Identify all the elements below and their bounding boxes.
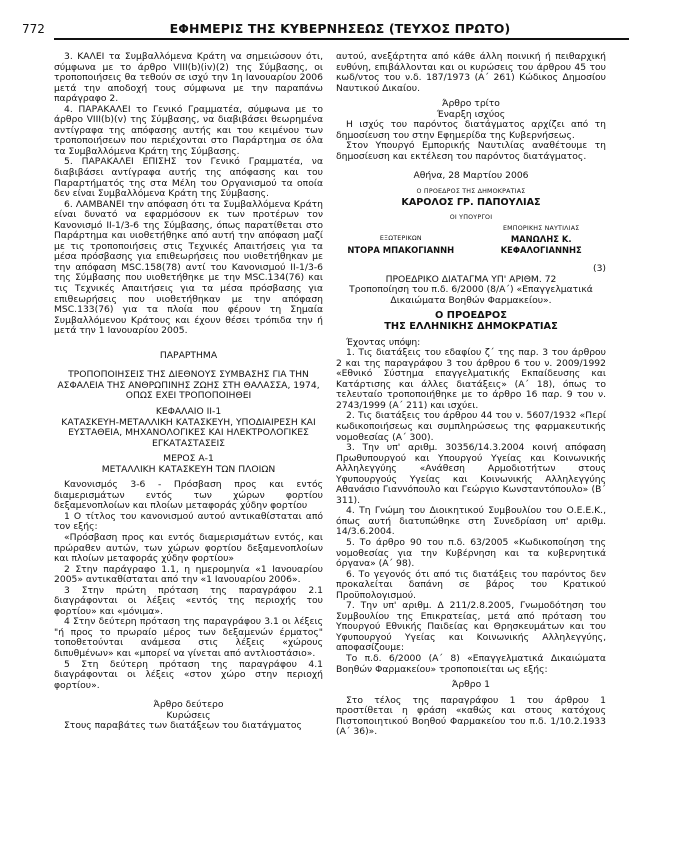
amendment-3: 3 Στην πρώτη πρόταση της παραγράφου 2.1 διαγράφονται οι λέξεις «εντός της περιοχής του φορτίου» και «μόνιμα». [54, 584, 323, 617]
amendment-5: 5 Στη δεύτερη πρόταση της παραγράφου 4.1 διαγράφονται οι λέξεις «στον χώρο στην περιοχή φορτίου». [54, 658, 323, 691]
article-1-title: Άρθρο 1 [451, 679, 491, 691]
ministers-signatures [336, 224, 606, 256]
article-2-text: Στους παραβάτες των διατάξεων του διατάγματος [64, 720, 302, 732]
header-rule [54, 38, 629, 40]
consideration-6: 6. Το γεγονός ότι από τις διατάξεις του παρόντος δεν προκαλείται δαπάνη σε βάρος του Κρατικού Προϋπολογισμού. [336, 568, 606, 601]
republic-heading: ΤΗΣ ΕΛΛΗΝΙΚΗΣ ΔΗΜΟΚΡΑΤΙΑΣ [384, 321, 558, 333]
amendment-intro: Το π.δ. 6/2000 (Α΄ 8) «Επαγγελματικά Δικαιώματα Βοηθών Φαρμακείου» τροποποιείται ως εξής: [336, 652, 606, 675]
page-header [0, 0, 674, 50]
chapter-title: ΚΑΤΑΣΚΕΥΗ-ΜΕΤΑΛΛΙΚΗ ΚΑΤΑΣΚΕΥΗ, ΥΠΟΔΙΑΙΡΕΣΗ ΚΑΙ ΕΥΣΤΑΘΕΙΑ, ΜΗΧΑΝΟΛΟΓΙΚΕΣ ΚΑΙ ΗΛΕΚΤΡΟΛΟΓΙΚΕΣ ΕΓΚΑΤΑΣΤΑΣΕΙΣ [61, 416, 316, 449]
ministers-label: ΟΙ ΥΠΟΥΡΓΟΙ [449, 214, 493, 222]
amendments-heading: ΤΡΟΠΟΠΟΙΗΣΕΙΣ ΤΗΣ ΔΙΕΘΝΟΥΣ ΣΥΜΒΑΣΗΣ ΓΙΑ ΤΗΝ ΑΣΦΑΛΕΙΑ ΤΗΣ ΑΝΘΡΩΠΙΝΗΣ ΖΩΗΣ ΣΤΗ ΘΑΛΑΣΣΑ, 1974, ΟΠΩΣ ΕΧΕΙ ΤΡΟΠΟΠΟΙΗΘΕΙ [57, 369, 320, 402]
article-3-paragraph-1: Η ισχύς του παρόντος διατάγματος αρχίζει από τη δημοσίευση του στην Εφημερίδα της Κυβερνήσεως. [336, 119, 606, 141]
decree-title: ΠΡΟΕΔΡΙΚΟ ΔΙΑΤΑΓΜΑ ΥΠ' ΑΡΙΘΜ. 72 [385, 273, 557, 285]
article-2-subtitle: Κυρώσεις [166, 709, 211, 721]
item-number: (3) [592, 263, 606, 275]
article-3-subtitle: Έναρξη ισχύος [436, 108, 506, 120]
amendment-1: 1 Ο τίτλος του κανονισμού αυτού αντικαθίσταται από τον εξής: [54, 510, 323, 533]
date-line: Αθήνα, 28 Μαρτίου 2006 [413, 170, 529, 182]
consideration-4: 4. Τη Γνώμη του Διοικητικού Συμβουλίου του Ο.Ε.Ε.Κ., όπως αυτή διατυπώθηκε στη Συνεδρίαση υπ' αριθμ. 14/3.6.2004. [336, 505, 606, 538]
president-name: ΚΑΡΟΛΟΣ ΓΡ. ΠΑΠΟΥΛΙΑΣ [401, 196, 541, 208]
amendment-2: 2 Στην παράγραφο 1.1, η ημερομηνία «1 Ιανουαρίου 2005» αντικαθίσταται από την «1 Ιανουαρίου 2006». [54, 563, 323, 586]
paragraph-5: 5. ΠΑΡΑΚΑΛΕΙ ΕΠΙΣΗΣ τον Γενικό Γραμματέα, να διαβιβάσει αντίγραφα αυτής της απόφασης και του Παραρτήματός της στα Μέλη του Οργανισμού τα οποία δεν είναι Συμβαλλόμενα Κράτη της Σύμβασης. [54, 156, 323, 200]
article-1-text: Στο τέλος της παραγράφου 1 του άρθρου 1 προστίθεται η φράση «καθώς και στους κατόχους Πιστοποιητικού Βοηθού Φαρμακείου του π.δ. 1/10.2.1933 (Α΄ 36)». [336, 694, 606, 738]
consideration-3: 3. Την υπ' αριθμ. 30356/14.3.2004 κοινή απόφαση Πρωθυπουργού και Υπουργού Υγείας και Κοινωνικής Αλληλεγγύης «Ανάθεση Αρμοδιοτήτων στους Υφυπουργούς Υγείας και Κοινωνικής Αλληλεγγύης Αθανάσιο Γιαννόπουλο και Γεώργιο Κωνσταντόπουλο» (Β΄ 311). [336, 442, 606, 506]
amendment-1-quote: «Πρόσβαση προς και εντός διαμερισμάτων εντός, και πρώραθεν αυτών, των χώρων φορτίου δεξαμενοπλοίων και πλοίων μεταφοράς χύδην φορτίου» [54, 531, 323, 565]
paragraph-4: 4. ΠΑΡΑΚΑΛΕΙ το Γενικό Γραμματέα, σύμφωνα με το άρθρο VIII(b)(v) της Σύμβασης, να διαβιβάσει θεωρημένα αντίγραφα της απόφασης αυτής και του κειμένου των τροποποιήσεων που περιέχονται στο Παράρτημα σε όλα τα Συμβαλλόμενα Κράτη της Σύμβασης. [54, 103, 323, 157]
annex-heading: ΠΑΡΑΡΤΗΜΑ [159, 349, 218, 361]
article-2-title: Άρθρο δεύτερο [153, 699, 224, 711]
article-3-title: Άρθρο τρίτο [442, 98, 500, 110]
page-number: 772 [22, 22, 45, 36]
right-column [336, 52, 606, 738]
minister-2-title: ΕΜΠΟΡΙΚΗΣ ΝΑΥΤΙΛΙΑΣ [502, 224, 580, 232]
president-title: Ο ΠΡΟΕΔΡΟΣ ΤΗΣ ΔΗΜΟΚΡΑΤΙΑΣ [416, 188, 526, 196]
minister-2-signature [476, 224, 606, 256]
regulation-title: Κανονισμός 3-6 - Πρόσβαση προς και εντός διαμερισμάτων εντός των χώρων φορτίου δεξαμενοπλοίων και πλοίων μεταφοράς χύδην φορτίου [54, 479, 323, 512]
gazette-title: ΕΦΗΜΕΡΙΣ ΤΗΣ ΚΥΒΕΡΝΗΣΕΩΣ (ΤΕΥΧΟΣ ΠΡΩΤΟ) [169, 21, 511, 36]
minister-1-name: ΝΤΟΡΑ ΜΠΑΚΟΓΙΑΝΝΗ [347, 244, 455, 255]
paragraph-6: 6. ΛΑΜΒΑΝΕΙ την απόφαση ότι τα Συμβαλλόμενα Κράτη είναι δυνατό να εφαρμόσουν εκ των προτέρων τον Κανονισμό II-1/3-6 της Σύμβασης, όπως παρατίθεται στο Παράρτημα και υιοθετήθηκε από αυτή την απόφαση μαζί με τις τροποποιήσεις στις Τεχνικές Απαιτήσεις για τα μέσα πρόσβασης για επιθεωρήσεις που υιοθετήθηκαν με την απόφαση MSC.158(78) αντί του Κανονισμού II-1/3-6 της Σύμβασης που υιοθετήθηκε με την MSC.134(76) και τις Τεχνικές Απαιτήσεις για τα μέσα πρόσβασης για επιθεωρήσεις που υιοθετήθηκαν με την απόφαση MSC.133(76) για τα πλοία που φέρουν τη Σημαία Συμβαλλόμενου Κράτους και έχουν θέσει τρόπιδα την ή μετά την 1 Ιανουαρίου 2005. [54, 198, 323, 337]
consideration-7: 7. Την υπ' αριθμ. Δ 211/2.8.2005, Γνωμοδότηση του Συμβουλίου της Επικρατείας, μετά από πρόταση του Υπουργού Εθνικής Παιδείας και Θρησκευμάτων και του Υφυπουργού Υγείας και Κοινωνικής Αλληλεγγύης, αποφασίζουμε: [336, 600, 606, 654]
left-column [54, 52, 323, 732]
part-title: ΜΕΤΑΛΛΙΚΗ ΚΑΤΑΣΚΕΥΗ ΤΩΝ ΠΛΟΙΩΝ [101, 463, 276, 475]
minister-2-name: ΜΑΝΩΛΗΣ Κ. ΚΕΦΑΛΟΓΙΑΝΝΗΣ [500, 234, 582, 255]
minister-1-title: ΕΞΩΤΕΡΙΚΩΝ [379, 235, 422, 243]
continuation-text: αυτού, ανεξάρτητα από κάθε άλλη ποινική ή πειθαρχική ευθύνη, επιβάλλονται και οι κυρώσεις του άρθρου 45 του κωδ/ντος του ν.δ. 187/1973 (Α΄ 261) Κώδικος Δημοσίου Ναυτικού Δικαίου. [336, 51, 606, 94]
chapter-heading: ΚΕΦΑΛΑΙΟ II-1 [155, 405, 222, 417]
president-heading: Ο ΠΡΟΕΔΡΟΣ [435, 310, 507, 322]
minister-1-signature [336, 234, 466, 255]
consideration-5: 5. Το άρθρο 90 του π.δ. 63/2005 «Κωδικοποίηση της νομοθεσίας για την Κυβέρνηση και τα κυβερνητικά όργανα» (Α΄ 98). [336, 536, 606, 570]
considerations-intro: Έχοντας υπόψη: [346, 336, 421, 348]
part-heading: ΜΕΡΟΣ Α-1 [163, 453, 214, 465]
consideration-2: 2. Τις διατάξεις του άρθρου 44 του ν. 5607/1932 «Περί κωδικοποιήσεως και συμπληρώσεως της φαρμακευτικής νομοθεσίας (Α΄ 300). [336, 410, 606, 443]
paragraph-3: 3. ΚΑΛΕΙ τα Συμβαλλόμενα Κράτη να σημειώσουν ότι, σύμφωνα με το άρθρο VIII(b)(iv)(2) της Σύμβασης, οι τροποποιήσεις θα τεθούν σε ισχύ την 1η Ιανουαρίου 2006 μετά την αποδοχή τους σύμφωνα με την παραπάνω παράγραφο 2. [54, 51, 323, 105]
decree-subtitle: Τροποποίηση του π.δ. 6/2000 (8/Α΄) «Επαγγελματικά Δικαιώματα Βοηθών Φαρμακείου». [349, 284, 593, 306]
amendment-4: 4 Στην δεύτερη πρόταση της παραγράφου 3.1 οι λέξεις "ή προς το πρωραίο μέρος των δεξαμενών έρματος" τοποθετούνται ανάμεσα στις λέξεις «χώρους διπυθμένων» και «μπορεί να γίνεται από αντλιοστάσιο». [54, 616, 323, 659]
article-3-paragraph-2: Στον Υπουργό Εμπορικής Ναυτιλίας αναθέτουμε τη δημοσίευση και εκτέλεση του παρόντος διατάγματος. [336, 140, 606, 162]
consideration-1: 1. Τις διατάξεις του εδαφίου ζ΄ της παρ. 3 του άρθρου 2 και της παραγράφου 3 του άρθρου 6 του ν. 2009/1992 «Εθνικό Σύστημα επαγγελματικής Εκπαίδευσης και Κατάρτισης και άλλες διατάξεις» (Α΄ 18), όπως το τελευταίο τροποποιήθηκε με το άρθρο 16 παρ. 9 του ν. 2743/1999 (Α΄ 211) και ισχύει. [336, 347, 606, 411]
